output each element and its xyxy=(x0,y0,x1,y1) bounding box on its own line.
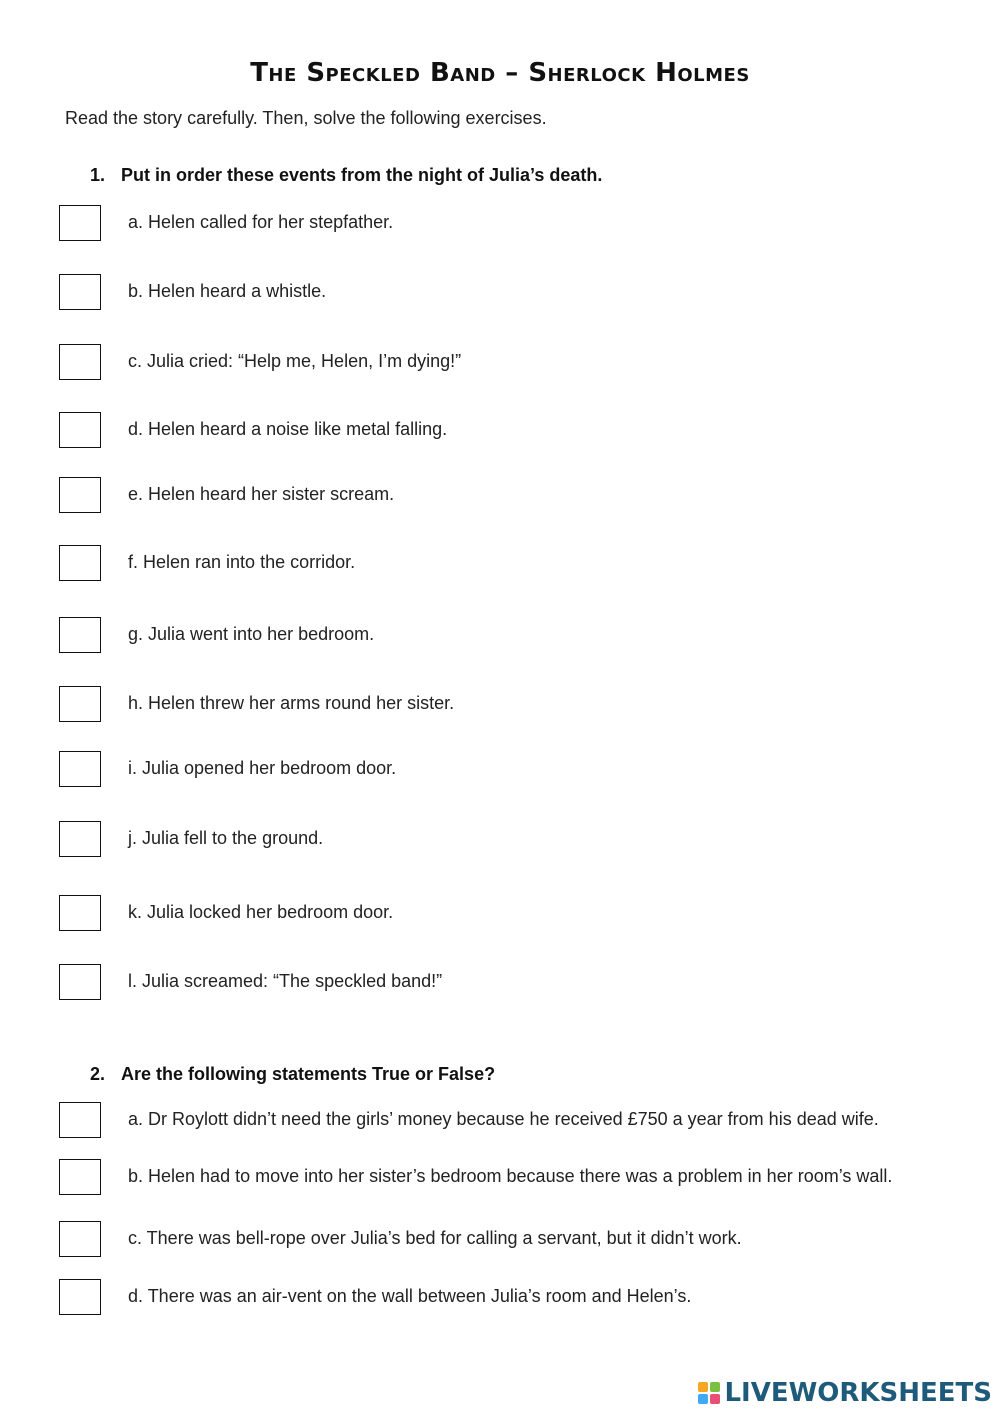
answer-box[interactable] xyxy=(59,686,101,722)
item-text: d. There was an air-vent on the wall between Julia’s room and Helen’s. xyxy=(128,1286,692,1306)
worksheet-title: The Speckled Band – Sherlock Holmes xyxy=(250,58,750,88)
item-text: l. Julia screamed: “The speckled band!” xyxy=(128,971,443,991)
logo-square-icon xyxy=(710,1394,720,1404)
answer-box[interactable] xyxy=(59,545,101,581)
question-number: 2. xyxy=(90,1064,106,1084)
list-item xyxy=(59,617,959,657)
answer-box[interactable] xyxy=(59,1159,101,1195)
item-text: c. Julia cried: “Help me, Helen, I’m dying!” xyxy=(128,351,462,371)
list-item xyxy=(59,1221,959,1261)
answer-box[interactable] xyxy=(59,964,101,1000)
question-1-heading xyxy=(90,165,602,186)
logo-mark-icon xyxy=(698,1382,720,1404)
item-text: f. Helen ran into the corridor. xyxy=(128,552,356,572)
item-text: g. Julia went into her bedroom. xyxy=(128,624,375,644)
logo-square-icon xyxy=(698,1394,708,1404)
answer-box[interactable] xyxy=(59,344,101,380)
list-item xyxy=(59,751,959,791)
list-item xyxy=(59,344,959,384)
list-item xyxy=(59,895,959,935)
answer-box[interactable] xyxy=(59,274,101,310)
list-item xyxy=(59,821,959,861)
list-item xyxy=(59,964,959,1004)
answer-box[interactable] xyxy=(59,1102,101,1138)
item-text: a. Dr Roylott didn’t need the girls’ money because he received £750 a year from his dead wife. xyxy=(128,1109,879,1129)
answer-box[interactable] xyxy=(59,477,101,513)
list-item xyxy=(59,274,959,314)
list-item xyxy=(59,412,959,452)
list-item xyxy=(59,686,959,726)
item-text: h. Helen threw her arms round her sister. xyxy=(128,693,455,713)
logo-text: LIVEWORKSHEETS xyxy=(724,1378,992,1408)
question-prompt: Are the following statements True or False? xyxy=(121,1064,496,1084)
item-text: a. Helen called for her stepfather. xyxy=(128,212,394,232)
answer-box[interactable] xyxy=(59,617,101,653)
item-text: b. Helen heard a whistle. xyxy=(128,281,327,301)
item-text: c. There was bell-rope over Julia’s bed for calling a servant, but it didn’t work. xyxy=(128,1228,742,1248)
item-text: e. Helen heard her sister scream. xyxy=(128,484,395,504)
question-2-heading xyxy=(90,1064,495,1085)
item-text: d. Helen heard a noise like metal falling. xyxy=(128,419,448,439)
item-text: j. Julia fell to the ground. xyxy=(128,828,324,848)
answer-box[interactable] xyxy=(59,1279,101,1315)
answer-box[interactable] xyxy=(59,751,101,787)
logo-square-icon xyxy=(710,1382,720,1392)
list-item xyxy=(59,545,959,585)
question-prompt: Put in order these events from the night of Julia’s death. xyxy=(121,165,603,185)
list-item xyxy=(59,1279,959,1319)
item-text: b. Helen had to move into her sister’s bedroom because there was a problem in her room’s wall. xyxy=(128,1166,893,1186)
answer-box[interactable] xyxy=(59,205,101,241)
item-text: k. Julia locked her bedroom door. xyxy=(128,902,394,922)
question-number: 1. xyxy=(90,165,106,185)
list-item xyxy=(59,1159,959,1199)
logo-square-icon xyxy=(698,1382,708,1392)
intro-instructions: Read the story carefully. Then, solve the following exercises. xyxy=(65,108,547,128)
liveworksheets-logo xyxy=(698,1376,992,1410)
answer-box[interactable] xyxy=(59,1221,101,1257)
answer-box[interactable] xyxy=(59,895,101,931)
answer-box[interactable] xyxy=(59,821,101,857)
list-item xyxy=(59,477,959,517)
answer-box[interactable] xyxy=(59,412,101,448)
list-item xyxy=(59,1102,959,1142)
item-text: i. Julia opened her bedroom door. xyxy=(128,758,397,778)
list-item xyxy=(59,205,959,245)
